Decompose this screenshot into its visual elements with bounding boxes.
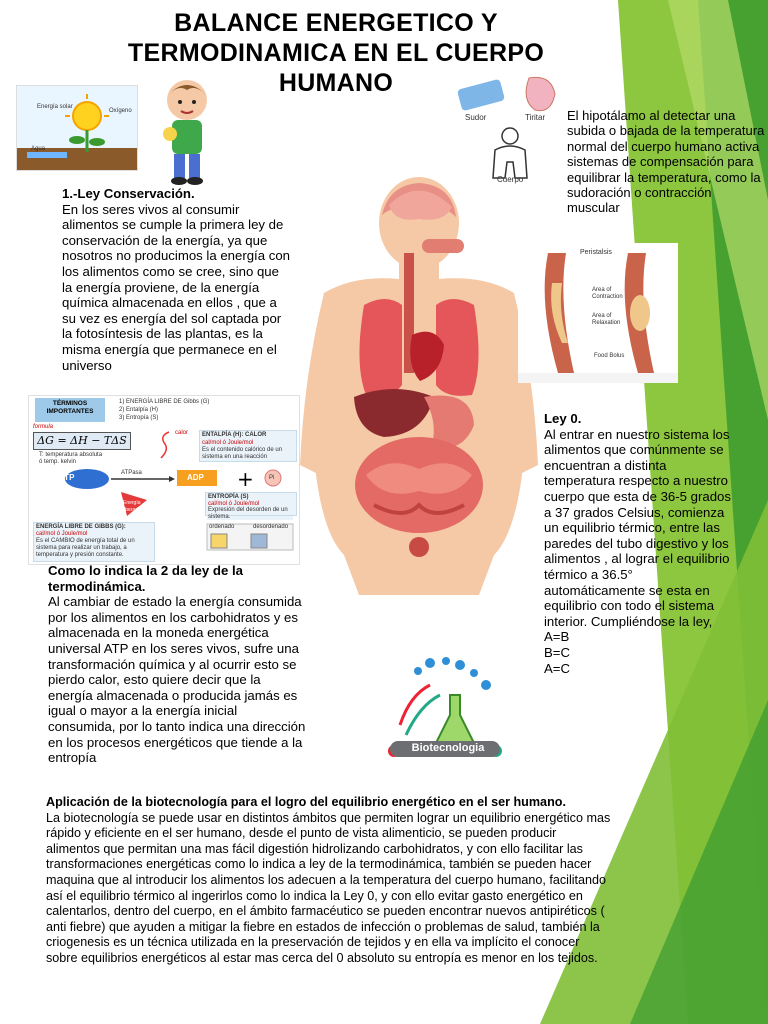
entropy-desc: Expresión del desorden de un sistema. (208, 507, 288, 520)
law2-section (48, 563, 306, 766)
enthalpy-card (199, 430, 297, 462)
formula-label: formula (33, 424, 54, 430)
energy-label: Energía solar (37, 104, 73, 110)
term-gibbs: 1) ENERGÍA LIBRE DE Gibbs (G) (119, 399, 210, 405)
term-entropy: 3) Entropía (S) (119, 415, 159, 421)
biotech-logo-text: Biotecnologia (411, 742, 485, 754)
biotech-body: La biotecnología se puede usar en distintos ámbitos que permiten lograr un equilibrio energético mas rápido y eficiente en el ser humano, desde el punto de vista alimenticio, se pueden producir alimentos que permitan una mas fácil digestión hidrolizando carbohidratos, y con ello facilitar las transformaciones energéticas como lo indica a ley de la termodinámica, también se pueden hacer maquina que al introducir los alimentos los adecuen a la temperatura del cuerpo humano, facilitando así el equilibrio térmico al ingerirlos como lo indica la Ley 0, y con ello evitar gasto energético en calentarlos, dentro del cuerpo, en el ámbito farmacéutico se pueden encontrar nuevos antipiréticos ( anti fiebre) que ayuden a mitigar la fiebre en estados de infección o problemas de salud, también la criogenesis es un técnica utilizada en la preservación de tejidos y en ella va implícito el conocer sobre equilibrios energéticos al estar mas cerca del 0 absoluto su entropía es menor en los tejidos. (46, 810, 611, 965)
thermoregulation-image (455, 70, 565, 188)
boy-illustration (156, 78, 218, 186)
law0-body: Al entrar en nuestro sistema los alimentos que comúnmente se encuentran a distinta temperatura respecto a nuestro cuerpo que esta de 36-5 grados a 37 grados Celsius, comienza un equilibrio térmico, entre las paredes del tubo digestivo y los alimentos , al lograr el equilibrio térmico a 36.5° automáticamente se esta en equilibrio con todo el sistema interior. Cumpliéndose la ley, (544, 426, 731, 629)
gibbs-energy-diagram (28, 395, 300, 565)
law2-body: Al cambiar de estado la energía consumida por los alimentos en los carbohidratos y es almacenada en la moneda energética universal ATP en los seres vivos, sufre una transformación química y al ocurrir esto se pierdo calor, esto quiere decir que la energía almacenada o producida jamás es igual o mayor a la energía inicial consumida, por lo tanto indica una dirección en los procesos energéticos que tiende a la entropía (48, 594, 306, 766)
poster-title: BALANCE ENERGETICO Y TERMODINAMICA EN EL CUERPO HUMANO (127, 9, 545, 97)
terms-title: TÉRMINOS IMPORTANTES (35, 398, 105, 422)
law1-heading: 1.-Ley Conservación. (62, 186, 195, 201)
gibbs-formula: ΔG = ΔH − TΔS (33, 432, 131, 450)
relaxation-label: Area of Relaxation (592, 313, 621, 326)
human-body-organs-illustration (294, 175, 544, 595)
gibbs-title: ENERGÍA LIBRE DE GIBBS (G): (36, 524, 126, 530)
body-label: Cuerpo (497, 175, 524, 184)
contraction-label: Area of Contraction (592, 287, 623, 300)
hypothalamus-text: El hipotálamo al detectar una subida o bajada de la temperatura normal del cuerpo humano activa sistemas de compensación para equilibrar la temperatura, como la sudoración o contracción muscular (567, 108, 765, 216)
peristalsis-image (518, 243, 678, 383)
atpase-label: ATPasa (121, 470, 142, 476)
biotech-logo (370, 655, 520, 775)
entropy-units: cal/mol ó Joule/mol (208, 501, 260, 507)
term-enthalpy: 2) Entalpía (H) (119, 407, 159, 413)
oxygen-label: Oxígeno (109, 108, 132, 114)
law0-section (544, 411, 734, 676)
law0-eq1: A=B (544, 629, 570, 645)
gibbs-units: cal/mol ó Joule/mol (36, 531, 88, 537)
energy-released-label: Energía liberada (123, 500, 141, 513)
law0-eq3: A=C (544, 660, 571, 676)
entropy-card (205, 492, 297, 520)
kelvin-note: ó temp. kelvin (39, 459, 77, 465)
sweat-label: Sudor (465, 113, 487, 122)
gibbs-card (33, 522, 155, 562)
temperature-note: T: temperatura absoluta (39, 452, 103, 458)
enthalpy-desc: Es el contenido calórico de un sistema en una reacción (202, 447, 283, 460)
peristalsis-title: Peristalsis (580, 249, 612, 256)
food-bolus-label: Food Bolus (594, 353, 625, 359)
law0-eq2: B=C (544, 644, 571, 660)
shiver-label: Tiritar (525, 113, 546, 122)
law1-section (62, 186, 292, 373)
law0-heading: Ley 0. (544, 411, 582, 426)
adp-label: ADP (187, 473, 204, 482)
pi-label: Pi (269, 475, 275, 481)
ordered-label: ordenado (209, 524, 235, 530)
atp-label: ATP (59, 473, 75, 482)
biotech-heading: Aplicación de la biotecnología para el logro del equilibrio energético en el ser humano. (46, 795, 566, 809)
heat-label: calor (175, 430, 189, 436)
svg-text:+: + (237, 467, 254, 491)
enthalpy-title: ENTALPÍA (H): CALOR (202, 432, 267, 438)
water-label: Agua (31, 146, 46, 152)
biotech-section (46, 795, 612, 967)
law2-heading: Como lo indica la 2 da ley de la termodinámica. (48, 563, 243, 594)
disordered-label: desordenado (253, 524, 289, 530)
gibbs-desc: Es el CAMBIO de energía total de un sistema para realizar un trabajo, a temperatura y presión constante. (36, 538, 135, 558)
photosynthesis-image (16, 85, 138, 171)
law1-body: En los seres vivos al consumir alimentos se cumple la primera ley de conservación de la energía, ya que nosotros no producimos la energía con los alimentos como se cree, sino que la energía proviene, de la energía química almacenada en ellos , que a su vez es energía del sol captada por la fotosíntesis de las plantas, es la misma energía que permanece en el universo (62, 201, 290, 373)
enthalpy-units: cal/mol ó Joule/mol (202, 440, 254, 446)
entropy-title: ENTROPÍA (S) (208, 494, 249, 500)
